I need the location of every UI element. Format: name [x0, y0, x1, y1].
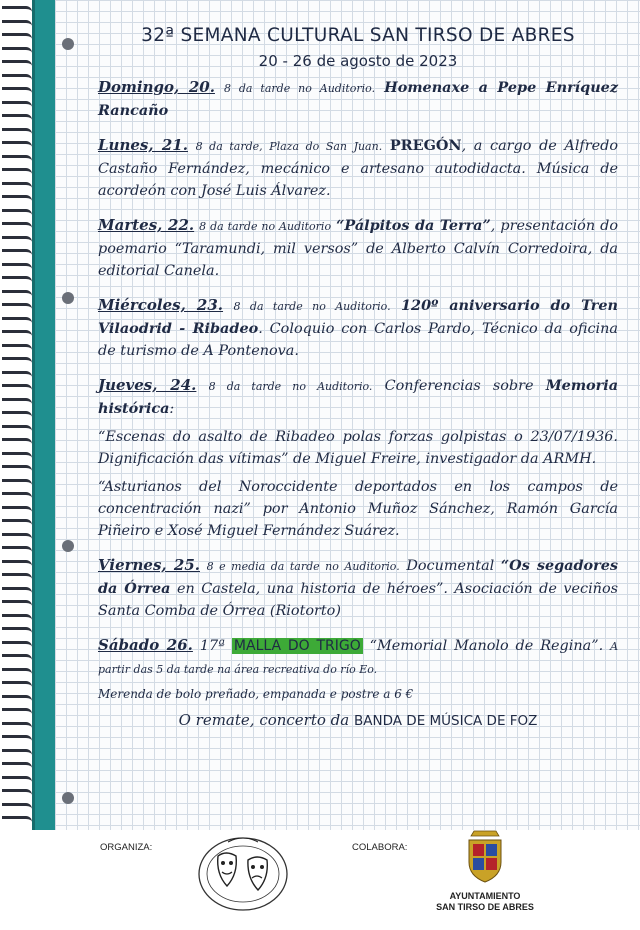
spiral-coil — [2, 533, 32, 542]
organiza-label: ORGANIZA: — [100, 842, 153, 853]
spiral-coil — [2, 519, 32, 528]
entry-miercoles — [98, 294, 618, 362]
spiral-coil — [2, 479, 32, 488]
spiral-coil — [2, 236, 32, 245]
day-label: Lunes, 21. — [98, 136, 188, 154]
spiral-coil — [2, 452, 32, 461]
time-label: 8 da tarde, Plaza do San Juan. — [195, 140, 383, 153]
spiral-coil — [2, 465, 32, 474]
spiral-coil — [2, 317, 32, 326]
event-description: “Memorial Manolo de Regina”. — [362, 638, 604, 654]
edition-number: 17ª — [199, 638, 225, 654]
event-intro: Conferencias sobre — [384, 378, 534, 394]
event-description: , a cargo de Alfredo Castaño Fernández, mecánico e artesano autodidacta. Música de acordeón con José Luis Álvarez. — [98, 138, 619, 199]
spiral-coil — [2, 47, 32, 56]
punch-hole — [62, 38, 74, 50]
spiral-coil — [2, 195, 32, 204]
spiral-coil — [2, 357, 32, 366]
event-title: 120º aniversario do Tren Vilaodrid - Ribadeo — [98, 297, 618, 337]
spiral-coil — [2, 587, 32, 596]
spiral-coil — [2, 546, 32, 555]
entry-sabado — [98, 634, 618, 681]
colabora-label: COLABORA: — [352, 842, 408, 853]
spiral-coil — [2, 735, 32, 744]
spiral-coil — [2, 654, 32, 663]
spiral-coil — [2, 371, 32, 380]
spiral-coil — [2, 101, 32, 110]
event-title: “Pálpitos da Terra” — [336, 217, 491, 234]
spiral-coil — [2, 776, 32, 785]
spiral-coil — [2, 560, 32, 569]
event-place: A partir das 5 da tarde na área recreativa do río Eo. — [98, 640, 619, 676]
event-intro: Documental — [406, 558, 495, 574]
spiral-coil — [2, 708, 32, 717]
spiral-coil — [2, 33, 32, 42]
spiral-coil — [2, 600, 32, 609]
event-dates: 20 - 26 de agosto de 2023 — [258, 52, 458, 70]
closing-text: O remate, concerto da — [178, 711, 350, 729]
spiral-coil — [2, 128, 32, 137]
spiral-coil — [2, 762, 32, 771]
day-label: Martes, 22. — [98, 216, 195, 234]
spiral-coil — [2, 816, 32, 825]
spiral-coil — [2, 87, 32, 96]
spiral-coil — [2, 425, 32, 434]
spiral-coil — [2, 168, 32, 177]
footer — [0, 830, 640, 930]
entry-jueves — [98, 374, 618, 420]
program-content — [98, 20, 618, 729]
spiral-coil — [2, 114, 32, 123]
spiral-coil — [2, 303, 32, 312]
spiral-coil — [2, 668, 32, 677]
spiral-coil — [2, 722, 32, 731]
time-label: 8 da tarde no Auditorio. — [208, 380, 373, 393]
event-title: Memoria histórica — [98, 377, 619, 417]
entry-domingo — [98, 76, 618, 122]
punch-hole — [62, 292, 74, 304]
spiral-coil — [2, 506, 32, 515]
event-title: “Os segadores da Órrea — [98, 557, 618, 597]
spiral-coil — [2, 6, 32, 15]
spiral-coil — [2, 182, 32, 191]
page-title: 32ª SEMANA CULTURAL SAN TIRSO DE ABRES — [141, 25, 575, 46]
day-label: Jueves, 24. — [98, 376, 197, 394]
entry-viernes — [98, 554, 618, 622]
talk-2: “Asturianos del Noroccidente deportados en los campos de concentración nazi” por Antonio Muñoz Sánchez, Ramón García Piñeiro e Xosé Miguel Fernández Suárez. — [98, 479, 618, 539]
band-name: BANDA DE MÚSICA DE FOZ — [354, 713, 538, 729]
time-label: 8 da tarde no Auditorio — [199, 220, 332, 233]
spiral-coil — [2, 276, 32, 285]
spiral-coil — [2, 290, 32, 299]
spiral-coil — [2, 74, 32, 83]
spiral-coil — [2, 20, 32, 29]
spiral-coil — [2, 209, 32, 218]
spiral-coil — [2, 60, 32, 69]
time-label: 8 da tarde no Auditorio. — [223, 82, 376, 95]
punch-hole — [62, 540, 74, 552]
spiral-coil — [2, 803, 32, 812]
coat-of-arms-icon — [463, 830, 507, 886]
theater-masks-seal-icon — [188, 832, 298, 914]
entry-lunes — [98, 134, 618, 202]
event-title-highlight: MALLA DO TRIGO — [233, 638, 361, 654]
event-description: en Castela, una historia de héroes”. Asociación de veciños Santa Comba de Órrea (Riotorto) — [98, 581, 618, 619]
spiral-coil — [2, 330, 32, 339]
time-label: 8 e media da tarde no Auditorio. — [206, 560, 400, 573]
ayuntamiento-line-1: AYUNTAMIENTO — [449, 891, 521, 901]
spiral-coil — [2, 411, 32, 420]
spiral-coil — [2, 749, 32, 758]
ayuntamiento-block — [400, 830, 570, 913]
event-title: PREGÓN — [389, 137, 462, 154]
event-food: Merenda de bolo preñado, empanada e postre a 6 € — [98, 687, 414, 701]
spiral-coil — [2, 492, 32, 501]
event-end: : — [169, 401, 175, 417]
spiral-coil — [2, 641, 32, 650]
event-description: , presentación do poemario “Taramundi, mil versos” de Alberto Calvín Corredoira, da editorial Canela. — [98, 218, 619, 279]
event-title: Homenaxe a Pepe Enríquez Rancaño — [98, 79, 619, 119]
spiral-coil — [2, 344, 32, 353]
spiral-coil — [2, 681, 32, 690]
closing-line — [98, 711, 618, 729]
spiral-coil — [2, 263, 32, 272]
punch-hole — [62, 792, 74, 804]
spiral-coil — [2, 614, 32, 623]
spiral-coil — [2, 573, 32, 582]
spiral-coil — [2, 384, 32, 393]
spiral-coil — [2, 438, 32, 447]
spiral-coil — [2, 155, 32, 164]
spiral-coil — [2, 695, 32, 704]
day-label: Viernes, 25. — [98, 556, 200, 574]
day-label: Domingo, 20. — [98, 78, 215, 96]
spiral-coil — [2, 222, 32, 231]
spiral-coil — [2, 249, 32, 258]
spiral-coil — [2, 141, 32, 150]
spiral-coil — [2, 789, 32, 798]
notebook-edge — [32, 0, 55, 830]
day-label: Miércoles, 23. — [98, 296, 224, 314]
day-label: Sábado 26. — [98, 636, 193, 654]
ayuntamiento-line-2: SAN TIRSO DE ABRES — [436, 902, 534, 912]
event-description: . Coloquio con Carlos Pardo, Técnico da oficina de turismo de A Pontenova. — [98, 321, 618, 359]
spiral-coil — [2, 627, 32, 636]
time-label: 8 da tarde no Auditorio. — [233, 300, 391, 313]
spiral-coil — [2, 398, 32, 407]
talk-1: “Escenas do asalto de Ribadeo polas forzas golpistas o 23/07/1936. Dignificación das vítimas” de Miguel Freire, investigador da ARMH. — [98, 429, 618, 467]
entry-martes — [98, 214, 618, 282]
